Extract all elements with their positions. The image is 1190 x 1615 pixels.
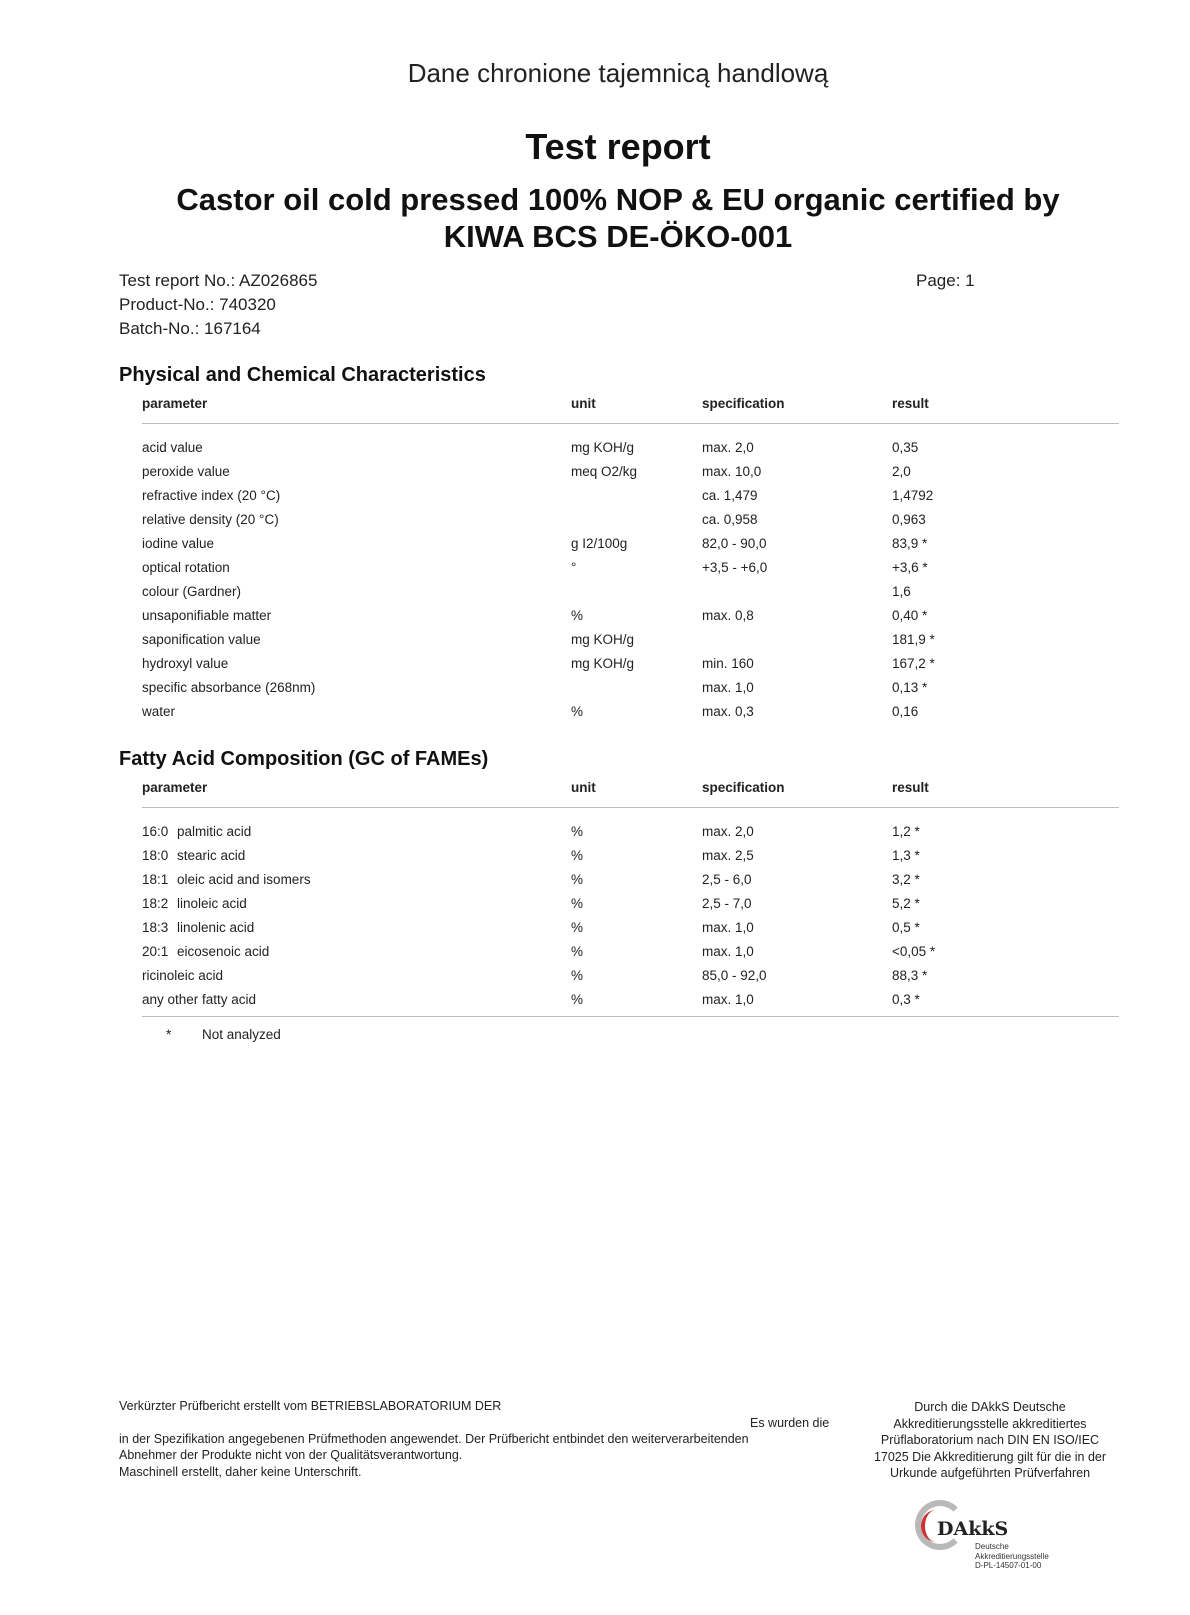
unit-cell: % (571, 920, 584, 935)
result-cell: 1,2 * (892, 824, 920, 839)
result-cell: 0,35 (892, 440, 919, 455)
result-cell: 0,963 (892, 512, 926, 527)
parameter-cell: unsaponifiable matter (142, 608, 272, 623)
fatty-acid-name-cell: linoleic acid (177, 896, 247, 911)
physical-section-heading: Physical and Chemical Characteristics (119, 364, 486, 386)
unit-cell: % (571, 824, 584, 839)
unit-cell: meq O2/kg (571, 464, 638, 479)
specification-cell: 2,5 - 7,0 (702, 896, 752, 911)
accreditation-line: Prüflaboratorium nach DIN EN ISO/IEC (880, 1433, 1100, 1447)
subtitle-line-1: Castor oil cold pressed 100% NOP & EU organic certified by (176, 182, 1060, 217)
report-number: Test report No.: AZ026865 (119, 271, 318, 290)
specification-cell: 2,5 - 6,0 (702, 872, 752, 887)
unit-cell: % (571, 992, 584, 1007)
footer-line-4: Maschinell erstellt, daher keine Unterschrift. (119, 1465, 362, 1479)
footer-line-2: in der Spezifikation angegebenen Prüfmethoden angewendet. Der Prüfbericht entbindet den weiterverarbeitenden (119, 1432, 749, 1446)
fatty-acid-name-cell: stearic acid (177, 848, 246, 863)
logo-sub-line: Deutsche (975, 1542, 1009, 1551)
dakks-logo-name: DAkkS (937, 1518, 1009, 1540)
fatty-acid-name-cell: palmitic acid (177, 824, 252, 839)
result-cell: 83,9 * (892, 536, 928, 551)
footnote-text: Not analyzed (202, 1027, 281, 1042)
dakks-logo-subtitle (975, 1542, 1049, 1571)
parameter-cell: relative density (20 °C) (142, 512, 279, 527)
accreditation-note (845, 1399, 1135, 1482)
fatty-acid-code-cell: 18:3 (142, 920, 169, 935)
fatty-acid-code-cell: 16:0 (142, 824, 169, 839)
unit-cell: % (571, 704, 584, 719)
parameter-cell: water (142, 704, 176, 719)
accreditation-line: Akkreditierungsstelle akkreditiertes (893, 1416, 1087, 1431)
fatty-acid-name-cell: ricinoleic acid (142, 968, 224, 983)
result-cell: 181,9 * (892, 632, 935, 647)
unit-cell: % (571, 944, 584, 959)
unit-cell: g I2/100g (571, 536, 628, 551)
footer-middle: Es wurden die (750, 1416, 830, 1430)
fatty-acid-code-cell: 18:1 (142, 872, 169, 887)
specification-cell: max. 1,0 (702, 992, 754, 1007)
fatty-acid-code-cell: 18:2 (142, 896, 169, 911)
specification-cell: max. 1,0 (702, 944, 754, 959)
unit-cell: mg KOH/g (571, 440, 635, 455)
specification-cell: max. 0,8 (702, 608, 754, 623)
report-title: Test report (525, 126, 711, 167)
unit-cell: % (571, 872, 584, 887)
dakks-logo (915, 1500, 1065, 1580)
unit-cell: % (571, 896, 584, 911)
fatty-acid-section-heading: Fatty Acid Composition (GC of FAMEs) (119, 748, 489, 770)
column-header-specification: specification (702, 396, 785, 411)
fatty-acid-name-cell: oleic acid and isomers (177, 872, 311, 887)
divider (142, 1016, 1119, 1017)
specification-cell: max. 0,3 (702, 704, 754, 719)
result-cell: 2,0 (892, 464, 911, 479)
confidential-notice: Dane chronione tajemnicą handlową (407, 58, 829, 88)
logo-sub-line: D-PL-14507-01-00 (975, 1561, 1042, 1570)
specification-cell: +3,5 - +6,0 (702, 560, 768, 575)
logo-sub-line: Akkreditierungsstelle (975, 1551, 1049, 1561)
specification-cell: max. 2,0 (702, 440, 754, 455)
parameter-cell: optical rotation (142, 560, 230, 575)
accreditation-line: Durch die DAkkS Deutsche (914, 1400, 1066, 1414)
column-header-result: result (892, 396, 929, 411)
specification-cell: max. 2,5 (702, 848, 754, 863)
column-header-specification: specification (702, 780, 785, 795)
unit-cell: ° (571, 560, 577, 575)
unit-cell: % (571, 968, 584, 983)
result-cell: 5,2 * (892, 896, 920, 911)
column-header-result: result (892, 780, 929, 795)
fatty-acid-name-cell: eicosenoic acid (177, 944, 270, 959)
specification-cell: max. 10,0 (702, 464, 762, 479)
specification-cell: max. 1,0 (702, 920, 754, 935)
result-cell: +3,6 * (892, 560, 928, 575)
specification-cell: ca. 0,958 (702, 512, 758, 527)
parameter-cell: iodine value (142, 536, 215, 551)
fatty-acid-code-cell: 20:1 (142, 944, 169, 959)
parameter-cell: peroxide value (142, 464, 230, 479)
divider (142, 423, 1119, 424)
subtitle-line-2: KIWA BCS DE-ÖKO-001 (443, 219, 793, 254)
column-header-unit: unit (571, 396, 596, 411)
footnote-mark: * (166, 1027, 172, 1042)
result-cell: <0,05 * (892, 944, 936, 959)
footer-line-1: Verkürzter Prüfbericht erstellt vom BETRIEBSLABORATORIUM DER (119, 1399, 502, 1413)
result-cell: 0,16 (892, 704, 919, 719)
divider (142, 807, 1119, 808)
unit-cell: % (571, 848, 584, 863)
product-number: Product-No.: 740320 (119, 295, 276, 314)
batch-number: Batch-No.: 167164 (119, 319, 261, 338)
fatty-acid-name-cell: linolenic acid (177, 920, 255, 935)
result-cell: 1,6 (892, 584, 911, 599)
unit-cell: % (571, 608, 584, 623)
column-header-parameter: parameter (142, 780, 208, 795)
column-header-parameter: parameter (142, 396, 208, 411)
parameter-cell: colour (Gardner) (142, 584, 242, 599)
footer-line-3: Abnehmer der Produkte nicht von der Qualitätsverantwortung. (119, 1448, 463, 1462)
specification-cell: min. 160 (702, 656, 754, 671)
specification-cell: max. 2,0 (702, 824, 754, 839)
result-cell: 0,3 * (892, 992, 920, 1007)
report-subtitle (90, 181, 1146, 255)
specification-cell: max. 1,0 (702, 680, 754, 695)
result-cell: 0,13 * (892, 680, 928, 695)
result-cell: 167,2 * (892, 656, 935, 671)
result-cell: 1,4792 (892, 488, 934, 503)
parameter-cell: hydroxyl value (142, 656, 229, 671)
result-cell: 0,5 * (892, 920, 920, 935)
result-cell: 3,2 * (892, 872, 920, 887)
specification-cell: 82,0 - 90,0 (702, 536, 767, 551)
parameter-cell: acid value (142, 440, 203, 455)
column-header-unit: unit (571, 780, 596, 795)
unit-cell: mg KOH/g (571, 632, 635, 647)
result-cell: 1,3 * (892, 848, 920, 863)
specification-cell: ca. 1,479 (702, 488, 758, 503)
accreditation-line: Urkunde aufgeführten Prüfverfahren (889, 1466, 1091, 1480)
accreditation-line: 17025 Die Akkreditierung gilt für die in der (873, 1449, 1107, 1464)
fatty-acid-code-cell: 18:0 (142, 848, 169, 863)
page-number: Page: 1 (916, 271, 975, 290)
fatty-acid-name-cell: any other fatty acid (142, 992, 257, 1007)
parameter-cell: refractive index (20 °C) (142, 488, 281, 503)
specification-cell: 85,0 - 92,0 (702, 968, 767, 983)
result-cell: 0,40 * (892, 608, 928, 623)
parameter-cell: saponification value (142, 632, 261, 647)
parameter-cell: specific absorbance (268nm) (142, 680, 316, 695)
unit-cell: mg KOH/g (571, 656, 635, 671)
result-cell: 88,3 * (892, 968, 928, 983)
